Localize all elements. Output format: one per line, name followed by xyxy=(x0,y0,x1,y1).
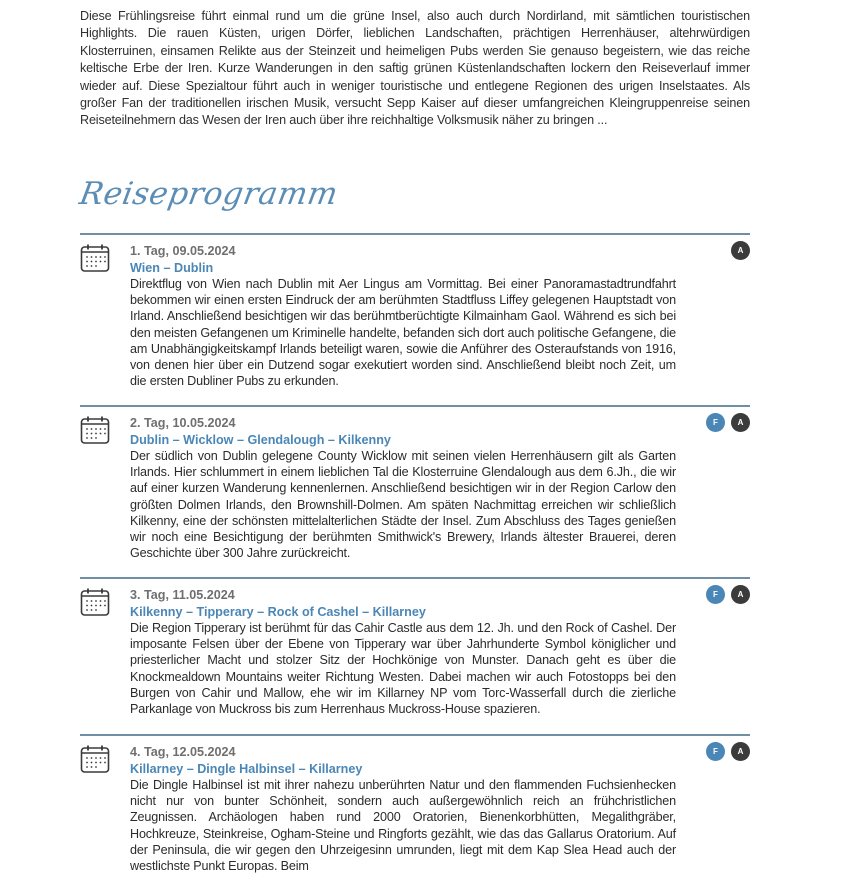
day-route: Wien – Dublin xyxy=(130,260,214,275)
day-entry xyxy=(80,577,750,734)
badge-group xyxy=(731,241,750,260)
badge-a: A xyxy=(731,241,750,260)
day-date: 2. Tag, 10.05.2024 xyxy=(130,416,236,430)
day-date: 3. Tag, 11.05.2024 xyxy=(130,588,235,602)
day-description: Die Region Tipperary ist berühmt für das Cahir Castle aus dem 12. Jh. und den Rock of Cashel. Der imposante Felsen über der Ebene von Tipperary war über Jahrhunderte Symbol königlicher und priesterlicher Macht und stolzer Sitz der Hochkönige von Munster. Danach geht es über die Knockmealdown Mountains weiter Richtung Westen. Dabei machen wir auch Fotostopps bei den Burgen von Cahir und Mallow, ehe wir im Killarney NP vom Torc-Wasserfall durch die zierliche Parkanlage von Muckross bis zum Herrenhaus Muckross-House spazieren. xyxy=(130,621,676,717)
day-body xyxy=(130,744,676,874)
badge-group xyxy=(706,585,750,604)
day-body xyxy=(130,415,676,561)
badge-a: A xyxy=(731,742,750,761)
badge-f: F xyxy=(706,585,725,604)
day-route: Kilkenny – Tipperary – Rock of Cashel – Killarney xyxy=(130,604,426,619)
day-description: Die Dingle Halbinsel ist mit ihrer nahezu unberührten Natur und den flammenden Fuchsienhecken nicht nur von bunter Schönheit, sondern auch außergewöhnlich reich an frühchristlichen Zeugnissen. Archäologen haben rund 2000 Oratorien, Bienenkorbhütten, Megalithgräber, Hochkreuze, Steinkreise, Ogham-Steine und Ringforts gezählt, wie das das Gallarus Oratorium. Auf der Peninsula, die wir gegen den Uhrzeigesinn umrunden, liegt mit dem Kap Slea Head auch der westlichste Punkt Europas. Beim xyxy=(130,778,676,874)
day-route: Dublin – Wicklow – Glendalough – Kilkenny xyxy=(130,432,391,447)
badge-group xyxy=(706,413,750,432)
calendar-icon xyxy=(80,415,110,445)
badge-a: A xyxy=(731,413,750,432)
calendar-icon xyxy=(80,587,110,617)
day-entry xyxy=(80,233,750,405)
badge-group xyxy=(706,742,750,761)
intro-paragraph: Diese Frühlingsreise führt einmal rund um die grüne Insel, also auch durch Nordirland, mit sämtlichen touristischen Highlights. Die rauen Küsten, urigen Dörfer, lieblichen Landschaften, prächtigen Herrenhäuser, altehrwürdigen Klosterruinen, einsamen Relikte aus der Steinzeit und heimeligen Pubs werden Sie genauso begeistern, wie das reiche keltische Erbe der Iren. Kurze Wanderungen in den saftig grünen Küstenlandschaften lockern den Reiseverlauf immer wieder auf. Diese Spezialtour führt auch in weniger touristische und entlegene Regionen des urigen Inselstaates. Als großer Fan der traditionellen irischen Musik, versucht Sepp Kaiser auf dieser umfangreichen Kleingruppenreise seinen Reiseteilnehmern das Wesen der Iren auch über ihre reichhaltige Volksmusik näher zu bringen ... xyxy=(80,9,750,128)
day-entry xyxy=(80,405,750,577)
day-date: 4. Tag, 12.05.2024 xyxy=(130,745,236,759)
day-date: 1. Tag, 09.05.2024 xyxy=(130,244,236,258)
day-body xyxy=(130,587,676,717)
day-body xyxy=(130,243,676,389)
calendar-icon xyxy=(80,744,110,774)
day-entry xyxy=(80,734,750,876)
calendar-icon xyxy=(80,243,110,273)
day-description: Der südlich von Dublin gelegene County Wicklow mit seinen vielen Herrenhäusern gilt als Garten Irlands. Hier schlummert in einem lieblichen Tal die Klosterruine Glendalough aus dem 6.Jh., die wir auf einer kurzen Wanderung kennenlernen. Anschließend besichtigen wir in der Region Carlow den größten Dolmen Irlands, den Brownshill-Dolmen. Am späten Nachmittag erreichen wir schließlich Kilkenny, eine der schönsten mittelalterlichen Städte der Insel. Zum Abschluss des Tages genießen wir noch eine Besichtigung der berühmten Smithwick's Brewery, Irlands ältester Brauerei, deren Geschichte über 300 Jahre zurückreicht. xyxy=(130,449,676,561)
day-route: Killarney – Dingle Halbinsel – Killarney xyxy=(130,761,363,776)
page-content xyxy=(76,0,750,874)
badge-f: F xyxy=(706,742,725,761)
badge-f: F xyxy=(706,413,725,432)
section-title: Reiseprogramm xyxy=(76,176,341,212)
day-description: Direktflug von Wien nach Dublin mit Aer Lingus am Vormittag. Bei einer Panoramastadtrundfahrt bekommen wir einen ersten Eindruck der am berühmten Stadtfluss Liffey gelegenen Hauptstadt von Irland. Anschließend besichtigen wir das berühmtberüchtigte Kilmainham Gaol. Während es sich bei den meisten Gefangenen um Kriminelle handelte, befanden sich dort auch politische Gefangene, die am Unabhängigkeitskampf Irlands beteiligt waren, sowie die Anführer des Osteraufstands von 1916, von denen hier über ein Dutzend sogar exekutiert worden sind. Anschließend bleibt noch Zeit, um die ersten Dubliner Pubs zu erkunden. xyxy=(130,277,676,389)
badge-a: A xyxy=(731,585,750,604)
